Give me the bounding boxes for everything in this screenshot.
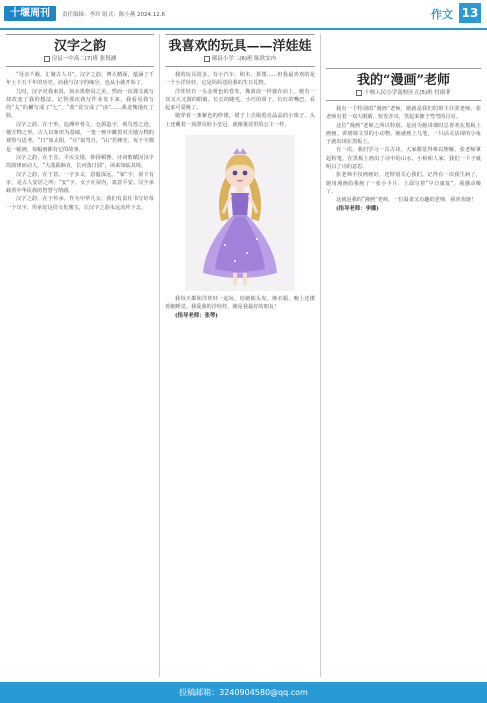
article-paragraph: 这位“漫画”老师之所以特别，是因为她讲课时总喜欢在黑板上画画。讲到课文里的小动物，她就画上几笔，一只活灵活现的小兔子就出现在黑板上。 (326, 122, 481, 146)
article-paragraph: 我有一个特别的“漫画”老师，她就是我们的班主任张老师。张老师有着一双大眼睛，短发齐耳，笑起来像个弯弯的月亮。 (326, 106, 481, 121)
submission-email: 投稿邮箱：3240904580@qq.com (179, 688, 308, 697)
doll-photo (185, 135, 295, 291)
editor-credits: 责任编辑：李玲 组式：陈小燕 2024.12.6 (62, 12, 165, 18)
masthead-logo: 十堰周刊 (4, 6, 56, 21)
column-divider (320, 34, 321, 677)
article-doll (165, 34, 315, 320)
article-hanzi (6, 34, 154, 212)
article-paragraph: 洋娃娃有一头金黄色的卷发，像波浪一样披在肩上。她有一双又大又圆的眼睛，长长的睫毛，小巧的鼻子，红红的嘴巴，看起来可爱极了。 (165, 88, 315, 112)
teacher-credit: (指导老师：李娜) (336, 205, 379, 212)
article-paragraph: 汉字之韵，在于音。平仄交错，抑扬顿挫。诗词歌赋因汉字的韵律而动人，“大漠孤烟直，长河落日圆”，读来如临其境。 (6, 154, 154, 170)
article-byline: 十堰人民小学南校区五(5)班 付雨菲 (326, 89, 481, 98)
article-title: 我的“漫画”老师 (357, 73, 450, 88)
page-footer (0, 682, 487, 703)
byline-marker-icon (44, 56, 50, 62)
article-paragraph: 有一次，我们学习一首古诗，大家都觉得难以理解。张老师拿起粉笔，在黑板上画出了诗中的山水、小桥和人家，我们一下子就明白了诗的意思。 (326, 147, 481, 171)
article-title-box (6, 34, 154, 67)
article-title: 我喜欢的玩具——洋娃娃 (168, 39, 312, 54)
article-teacher (326, 34, 481, 213)
column-divider (159, 34, 160, 677)
article-byline: 郧县小学二(6)班 陈欣安冉 (165, 55, 315, 64)
byline-marker-icon (204, 56, 210, 62)
article-paragraph: 汉字之韵，在于传承。作为中华儿女，我们有责任书写好每一个汉字，传承好这份文化瑰宝，让汉字之韵永远流传下去。 (6, 196, 154, 211)
article-paragraph: 她穿着一条紫色的纱裙，裙子上点缀着亮晶晶的小珠子，头上还戴着一顶漂亮的小皇冠，就像童话里的公主一样。 (165, 113, 315, 128)
section-name: 作文 (431, 8, 453, 21)
article-paragraph: 我的玩具很多，有小汽车、积木、拼图……但我最喜欢的是一个小洋娃娃，它是妈妈送给我的生日礼物。 (165, 72, 315, 87)
article-paragraph: 张老师不仅画画好，还特别关心我们。记得有一次我生病了，她用漫画给我画了一张小卡片，上面写着“早日康复”，我感动极了。 (326, 172, 481, 195)
byline-marker-icon (356, 90, 362, 96)
article-paragraph: 这就是我的“漫画”老师，一位温柔又有趣的老师，我喜欢她！ (336, 197, 477, 204)
article-title-box (165, 34, 315, 67)
article-paragraph: 儿时，汉字对我来说，如水墨格局之美，然而一次课文就写却改变了我的想法。记得那次我写作业发下来，我看见我写的“戈”的撇写成了“七”，“盐”竟写成了“卤”……我羞愧地红了脸。 (6, 88, 154, 120)
article-title: 汉字之韵 (53, 39, 106, 54)
article-paragraph: “母亲千载，汇聚古人书”。汉字之韵，博大精深，蕴涵了千年上下五千年的历史。而我与汉字的缘分，也从小就开始了。 (6, 72, 154, 87)
page-header (0, 0, 487, 30)
article-paragraph: 我每天都和洋娃娃一起玩，给她梳头发、换衣服，晚上还搂着她睡觉。我爱我的洋娃娃，她是我最好的朋友！ (165, 296, 315, 311)
page-number: 13 (459, 3, 481, 23)
doll-image (185, 135, 295, 291)
article-title-box (326, 68, 481, 101)
article-paragraph: 汉字之韵，在于意。一字多义，意蕴深远。“家”字，屋下有豕，是古人安居之所；“安”字，女子在屋内，寓意平安。汉字承载着中华民族的智慧与情感。 (6, 171, 154, 195)
article-paragraph: 汉字之韵，在于形。追溯甲骨文，仓颉造字，观鸟兽之迹，描万物之形。古人以象形为基础，一笔一画中藏着对天地万物的观察与思考。“日”如太阳，“月”似弯月，“山”若峰峦。每个字都是一幅画，每幅画都有它的故事。 (6, 121, 154, 153)
article-byline: 房县一中高二(7)班 张锐涵 (6, 55, 154, 64)
teacher-credit: (指导老师：张琴) (175, 312, 218, 319)
